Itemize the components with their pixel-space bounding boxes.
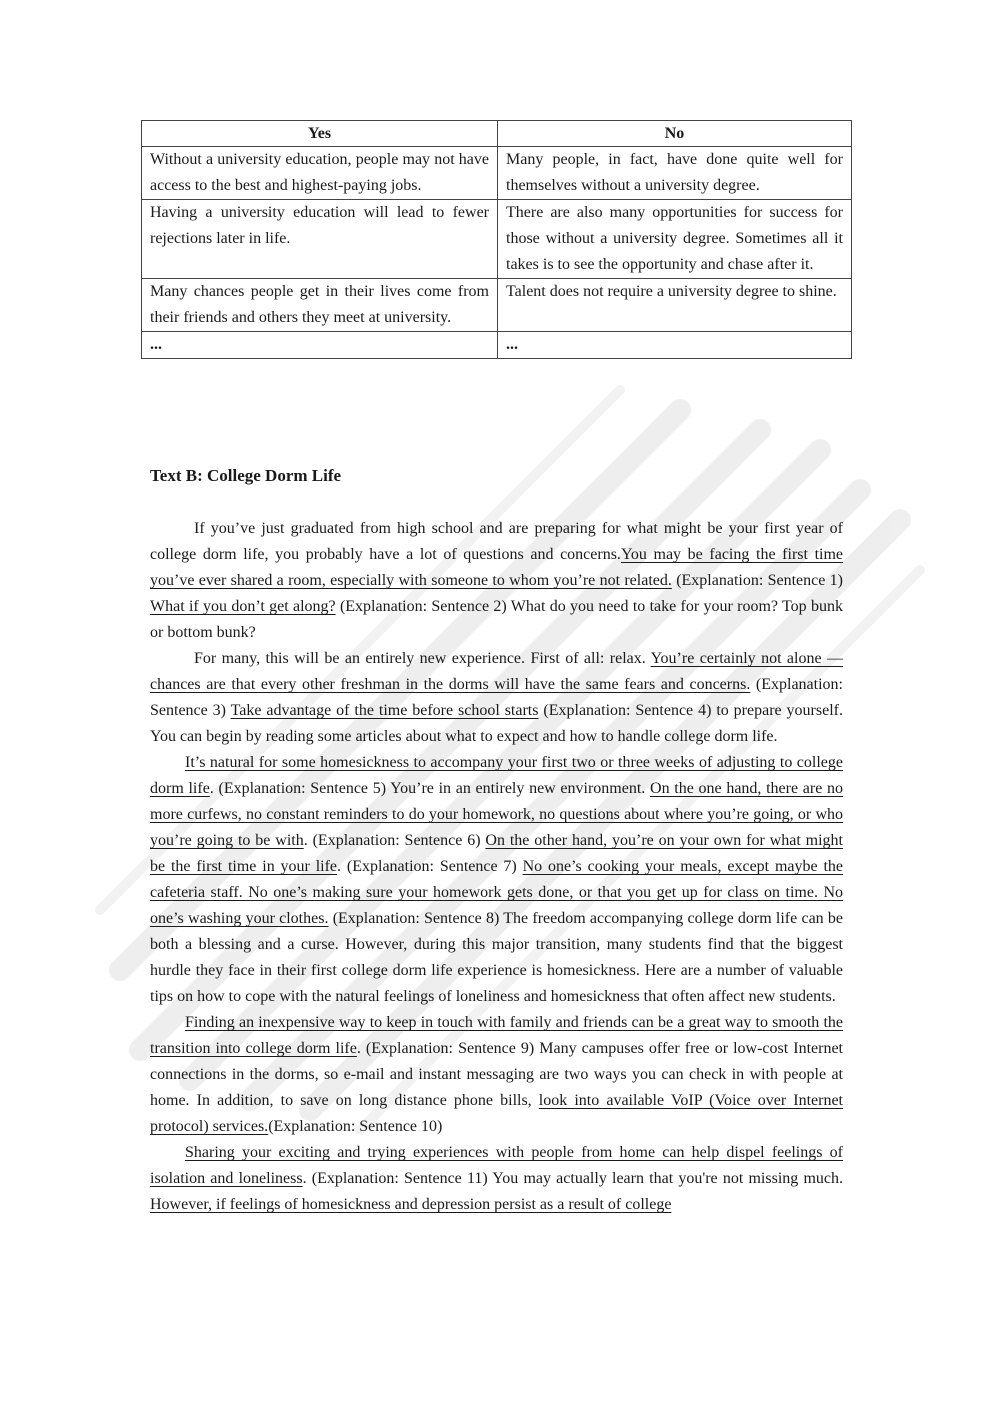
table-header-row <box>142 121 852 147</box>
table-row <box>142 200 852 279</box>
table-row <box>142 147 852 200</box>
underlined-sentence: What if you don’t get along? <box>150 598 336 615</box>
header-yes: Yes <box>142 121 498 147</box>
paragraph <box>150 1140 843 1218</box>
yes-cell: Many chances people get in their lives come from their friends and others they meet at university. <box>142 279 498 332</box>
yes-cell: ... <box>142 332 498 359</box>
section-title: Text B: College Dorm Life <box>150 466 342 485</box>
text-run: . (Explanation: Sentence 7) <box>337 858 523 875</box>
text-run: If you’ve just graduated from high school and are preparing for what might be your first year of college dorm life, you probably have a lot of questions and concerns. <box>150 520 843 563</box>
text-run: (Explanation: Sentence 10) <box>268 1118 443 1135</box>
header-no: No <box>498 121 852 147</box>
no-cell: There are also many opportunities for success for those without a university degree. Sometimes all it takes is to see the opportunity and chase after it. <box>498 200 852 279</box>
underlined-sentence: Sharing your exciting and trying experiences with people from home can help dispel feelings of isolation and loneliness <box>150 1144 843 1187</box>
text-run: (Explanation: Sentence 3) <box>150 676 843 719</box>
no-cell: Talent does not require a university degree to shine. <box>498 279 852 332</box>
underlined-sentence: Take advantage of the time before school starts <box>230 702 539 719</box>
text-run: . (Explanation: Sentence 5) You’re in an entirely new environment. <box>209 780 651 797</box>
text-run: (Explanation: Sentence 1) <box>671 572 843 589</box>
table-row <box>142 332 852 359</box>
text-run: . (Explanation: Sentence 11) You may actually learn that you're not missing much. <box>302 1170 843 1187</box>
paragraph <box>150 750 843 1010</box>
text-run: . (Explanation: Sentence 9) Many campuses offer free or low-cost Internet connections in the dorms, so e-mail and instant messaging are two ways you can check in with people at home. In addition, to save on long distance phone bills, <box>150 1040 843 1109</box>
paragraph <box>150 516 843 646</box>
comparison-table <box>141 120 852 359</box>
underlined-sentence: look into available VoIP (Voice over Internet protocol) services. <box>150 1092 844 1135</box>
underlined-sentence: However, if feelings of homesickness and depression persist as a result of college <box>150 1196 672 1213</box>
underlined-sentence: You may be facing the first time you’ve ever shared a room, especially with someone to whom you’re not related. <box>150 546 844 589</box>
yes-cell: Having a university education will lead to fewer rejections later in life. <box>142 200 498 279</box>
text-run: For many, this will be an entirely new experience. First of all: relax. <box>194 650 651 667</box>
underlined-sentence: On the other hand, you’re on your own for what might be the first time in your life <box>150 832 844 875</box>
no-cell: ... <box>498 332 852 359</box>
underlined-sentence: No one’s cooking your meals, except maybe the cafeteria staff. No one’s making sure your homework gets done, or that you get up for class on time. No one’s washing your clothes. <box>150 858 844 927</box>
yes-cell: Without a university education, people may not have access to the best and highest-paying jobs. <box>142 147 498 200</box>
paragraph <box>150 646 843 750</box>
underlined-sentence: You’re certainly not alone — chances are that every other freshman in the dorms will have the same fears and concerns. <box>150 650 843 693</box>
table-row <box>142 279 852 332</box>
underlined-sentence: On the one hand, there are no more curfews, no constant reminders to do your homework, no questions about where you’re going, or who you’re going to be with <box>150 780 844 849</box>
underlined-sentence: It’s natural for some homesickness to accompany your first two or three weeks of adjusting to college dorm life <box>150 754 843 797</box>
paragraph <box>150 1010 843 1140</box>
text-run: (Explanation: Sentence 4) to prepare yourself. You can begin by reading some articles about what to expect and how to handle college dorm life. <box>150 702 843 745</box>
text-run: (Explanation: Sentence 2) What do you need to take for your room? Top bunk or bottom bunk? <box>150 598 843 641</box>
text-run: . (Explanation: Sentence 6) <box>303 832 486 849</box>
underlined-sentence: Finding an inexpensive way to keep in touch with family and friends can be a great way to smooth the transition into college dorm life <box>150 1014 843 1057</box>
no-cell: Many people, in fact, have done quite well for themselves without a university degree. <box>498 147 852 200</box>
text-run: (Explanation: Sentence 8) The freedom accompanying college dorm life can be both a blessing and a curse. However, during this major transition, many students find that the biggest hurdle they face in their first college dorm life experience is homesickness. Here are a number of valuable tips on how to cope with the natural feelings of loneliness and homesickness that often affect new students. <box>150 910 844 1005</box>
article-body <box>150 516 843 1218</box>
